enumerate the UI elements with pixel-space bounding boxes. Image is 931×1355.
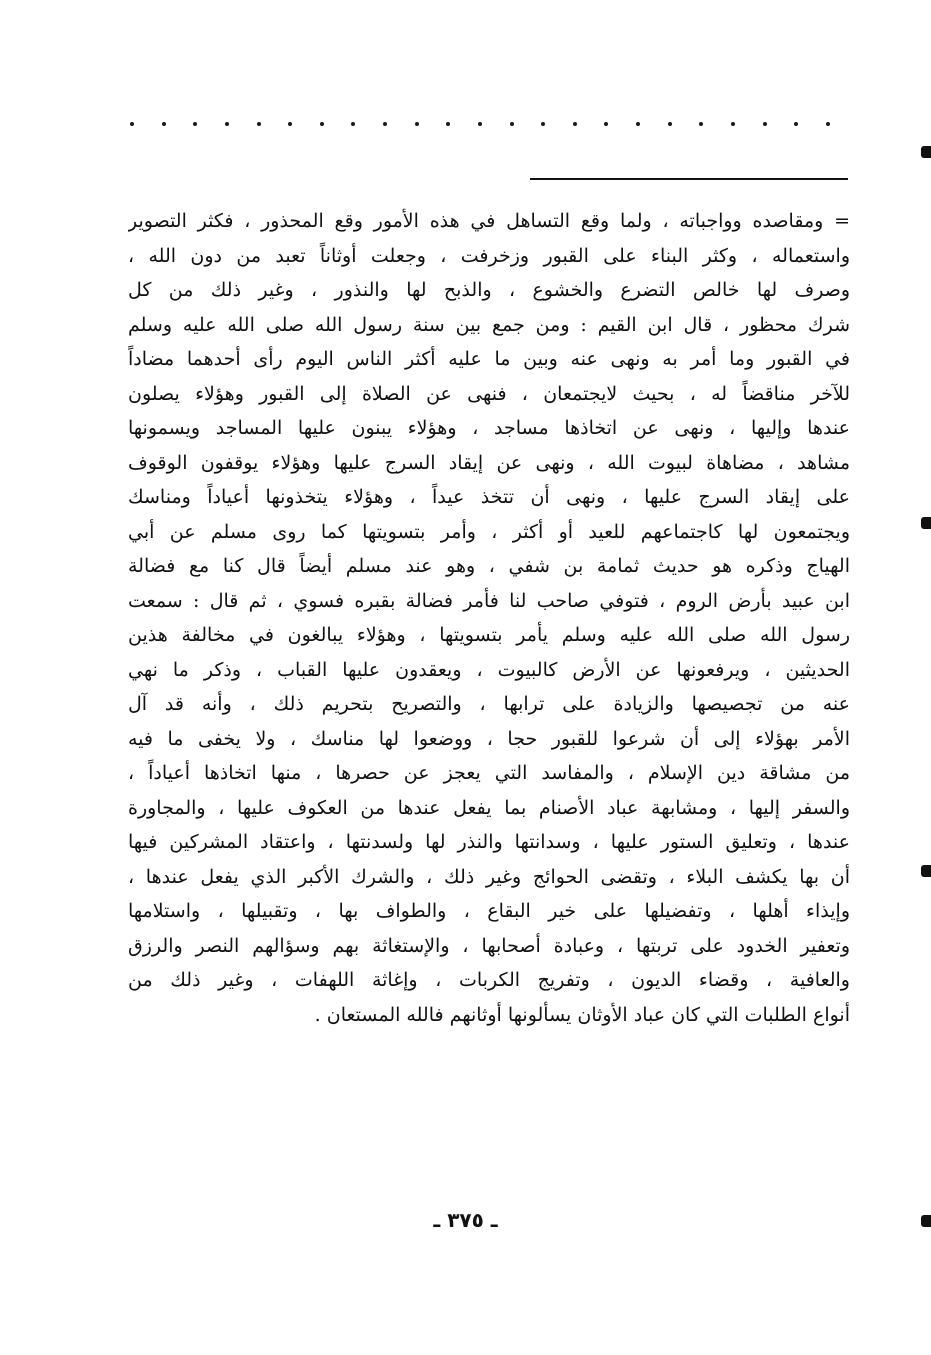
dot xyxy=(731,122,735,126)
dot xyxy=(351,122,355,126)
text-line: للآخر مناقضاً له ، بحيث لايجتمعان ، فنهى عن الصلاة إلى القبور وهؤلاء يصلون xyxy=(128,382,850,405)
footnote-rule xyxy=(530,178,848,180)
page-number: ـ ٣٧٥ ـ xyxy=(433,1208,498,1232)
dot xyxy=(668,122,672,126)
text-line: والعافية ، وقضاء الديون ، وتفريج الكربات ، وإغاثة اللهفات ، وغير ذلك من xyxy=(128,969,850,991)
text-line: عنه من تجصيصها والزيادة على ترابها ، والتصريح بتحريم ذلك ، وأنه قد آل xyxy=(128,693,850,715)
binding-mark xyxy=(921,517,931,529)
text-line: أنواع الطلبات التي كان عباد الأوثان يسألونها أوثانهم فالله المستعان . xyxy=(314,1003,850,1026)
text-line: الحديثين ، ويرفعونها عن الأرض كالبيوت ، ويعقدون عليها القباب ، وذكر ما نهي xyxy=(128,658,850,681)
dot xyxy=(130,122,134,126)
dot xyxy=(636,122,640,126)
dot xyxy=(604,122,608,126)
text-line: أن بها يكشف البلاء ، وتقضى الحوائج وغير ذلك ، والشرك الأكبر الذي يفعل عندها ، xyxy=(128,865,850,888)
dot xyxy=(320,122,324,126)
text-line: من مشاقة دين الإسلام ، والمفاسد التي يعجز عن حصرها ، منها اتخاذها أعياداً ، xyxy=(128,762,850,784)
dot xyxy=(541,122,545,126)
text-line: مشاهد ، مضاهاة لبيوت الله ، ونهى عن إيقاد السرج عليها وهؤلاء يوقفون الوقوف xyxy=(128,451,850,474)
dot xyxy=(446,122,450,126)
dot xyxy=(763,122,767,126)
dot xyxy=(383,122,387,126)
text-line: واستعماله ، وكثر البناء على القبور وزخرفت ، وجعلت أوثاناً تعبد من دون الله ، xyxy=(128,244,850,267)
dot xyxy=(288,122,292,126)
text-line: شرك محظور ، قال ابن القيم : ومن جمع بين سنة رسول الله صلى الله عليه وسلم xyxy=(128,313,850,336)
text-line: رسول الله صلى الله عليه وسلم يأمر بتسويتها ، وهؤلاء يبالغون في مخالفة هذين xyxy=(128,624,850,646)
text-line: وصرف لها خالص التضرع والخشوع ، والذبح لها والنذور ، وغير ذلك من كل xyxy=(128,279,850,301)
ellipsis-separator xyxy=(130,122,830,138)
dot xyxy=(257,122,261,126)
binding-mark xyxy=(921,865,931,877)
text-line: ويجتمعون لها كاجتماعهم للعيد أو أكثر ، وأمر بتسويتها كما روى مسلم عن أبي xyxy=(128,520,850,543)
text-line: وإيذاء أهلها ، وتفضيلها على خير البقاع ، والطواف بها ، وتقبيلها ، واستلامها xyxy=(128,900,850,922)
text-line: عندها ، وتعليق الستور عليها ، وسدانتها والنذر لها ولسدنتها ، واعتقاد المشركين فيها xyxy=(128,831,850,853)
binding-mark xyxy=(921,146,931,158)
dot xyxy=(193,122,197,126)
text-line: وتعفير الخدود على تربتها ، وعبادة أصحابها ، والإستغاثة بهم وسؤالهم النصر والرزق xyxy=(128,934,850,957)
dot xyxy=(699,122,703,126)
dot xyxy=(510,122,514,126)
dot xyxy=(573,122,577,126)
text-line: = ومقاصده وواجباته ، ولما وقع التساهل في هذه الأمور وقع المحذور ، فكثر التصوير xyxy=(128,210,850,232)
text-line: ابن عبيد بأرض الروم ، فتوفي صاحب لنا فأمر فضالة بقبره فسوي ، ثم قال : سمعت xyxy=(128,589,850,612)
text-line: والسفر إليها ، ومشابهة عباد الأصنام بما يفعل عندها من العكوف عليها ، والمجاورة xyxy=(128,796,850,819)
text-line: عندها وإليها ، ونهى عن اتخاذها مساجد ، وهؤلاء يبنون عليها المساجد ويسمونها xyxy=(128,417,850,439)
dot xyxy=(826,122,830,126)
dot xyxy=(415,122,419,126)
dot xyxy=(225,122,229,126)
text-line: الأمر بهؤلاء إلى أن شرعوا للقبور حجا ، ووضعوا لها مناسك ، ولا يخفى ما فيه xyxy=(128,727,850,750)
text-line: في القبور وما أمر به ونهى عنه وبين ما عليه أكثر الناس اليوم رأى أحدهما مضاداً xyxy=(128,348,850,370)
dot xyxy=(478,122,482,126)
dot xyxy=(162,122,166,126)
text-line: على إيقاد السرج عليها ، ونهى أن تتخذ عيداً ، وهؤلاء يتخذونها أعياداً ومناسك xyxy=(128,486,850,508)
dot xyxy=(794,122,798,126)
footnote-text xyxy=(128,204,850,1032)
text-line: الهياج وذكره هو حديث ثمامة بن شفي ، وهو عند مسلم أيضاً قال كنا مع فضالة xyxy=(128,555,850,577)
